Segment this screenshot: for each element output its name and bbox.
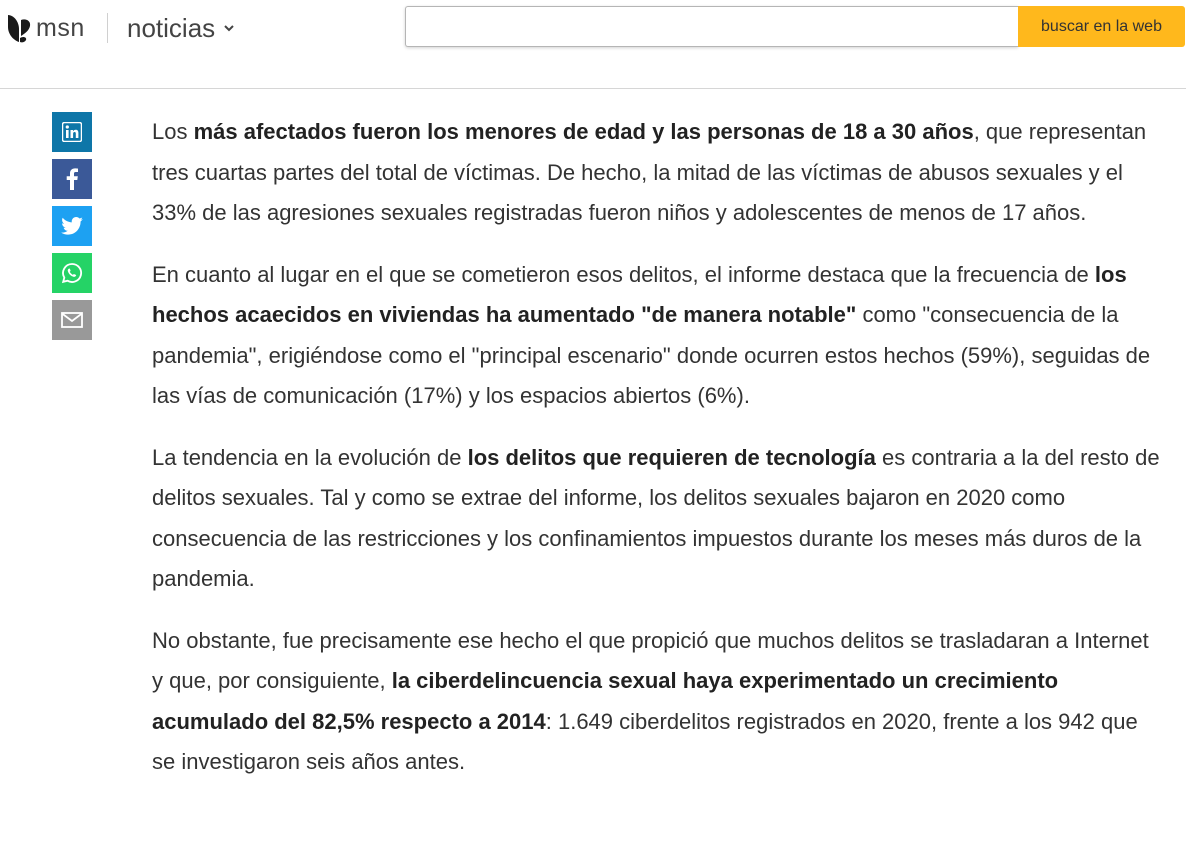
paragraph-text: es contraria a la del resto de delitos sexuales. Tal y como se extrae del informe, los delitos sexuales bajaron en 2020 como consecuencia de las restricciones y los confinamientos impuestos durante los meses más duros de la pandemia. xyxy=(152,444,1160,591)
paragraph-highlight: los delitos que requieren de tecnología xyxy=(467,444,876,470)
paragraph-text: como "consecuencia de la pandemia", erigiéndose como el "principal escenario" donde ocurren estos hechos (59%), seguidas de las vías de comunicación (17%) y los espacios abiertos (6%). xyxy=(152,302,1151,408)
facebook-icon xyxy=(65,168,79,190)
paragraph-text: Los xyxy=(152,119,194,144)
search-bar xyxy=(405,6,1185,47)
paragraph-text: No obstante, fue precisamente ese hecho el que propició que muchos delitos se trasladaran a Internet y que, por consiguiente, xyxy=(152,627,1149,693)
article-paragraph xyxy=(152,255,1162,417)
share-bar xyxy=(52,112,92,347)
search-input[interactable] xyxy=(405,6,1018,47)
section-dropdown[interactable] xyxy=(127,10,235,46)
share-facebook-button[interactable] xyxy=(52,159,92,199)
paragraph-text: En cuanto al lugar en el que se cometieron esos delitos, el informe destaca que la frecuencia de xyxy=(152,261,1095,287)
logo-text: msn xyxy=(36,13,85,42)
whatsapp-icon xyxy=(61,262,83,284)
twitter-icon xyxy=(61,217,83,235)
section-label: noticias xyxy=(127,12,216,43)
header xyxy=(0,0,1186,89)
email-icon xyxy=(61,312,83,328)
paragraph-highlight: más afectados fueron los menores de edad y las personas de 18 a 30 años xyxy=(193,119,974,144)
paragraph-highlight: la ciberdelincuencia sexual haya experimentado un crecimiento acumulado del 82,5% respecto a 2014 xyxy=(152,668,1059,734)
chevron-down-icon xyxy=(223,22,235,34)
article-paragraph xyxy=(152,438,1162,600)
share-whatsapp-button[interactable] xyxy=(52,253,92,293)
article-body xyxy=(152,112,1162,804)
share-twitter-button[interactable] xyxy=(52,206,92,246)
paragraph-text: La tendencia en la evolución de xyxy=(152,444,468,470)
search-button[interactable]: buscar en la web xyxy=(1018,6,1185,47)
share-email-button[interactable] xyxy=(52,300,92,340)
linkedin-icon xyxy=(62,122,82,142)
paragraph-highlight: los hechos acaecidos en viviendas ha aumentado "de manera notable" xyxy=(152,261,1127,327)
paragraph-text: : 1.649 ciberdelitos registrados en 2020, frente a los 942 que se investigaron seis años antes. xyxy=(152,708,1138,774)
msn-logo[interactable] xyxy=(4,10,85,46)
article-paragraph xyxy=(152,621,1162,783)
butterfly-logo-icon xyxy=(4,12,32,44)
header-divider xyxy=(107,13,108,43)
article-paragraph xyxy=(152,112,1162,234)
paragraph-text: , que representan tres cuartas partes del total de víctimas. De hecho, la mitad de las víctimas de abusos sexuales y el 33% de las agresiones sexuales registradas fueron niños y adolescentes de menos de 17 años. xyxy=(152,119,1147,225)
share-linkedin-button[interactable] xyxy=(52,112,92,152)
